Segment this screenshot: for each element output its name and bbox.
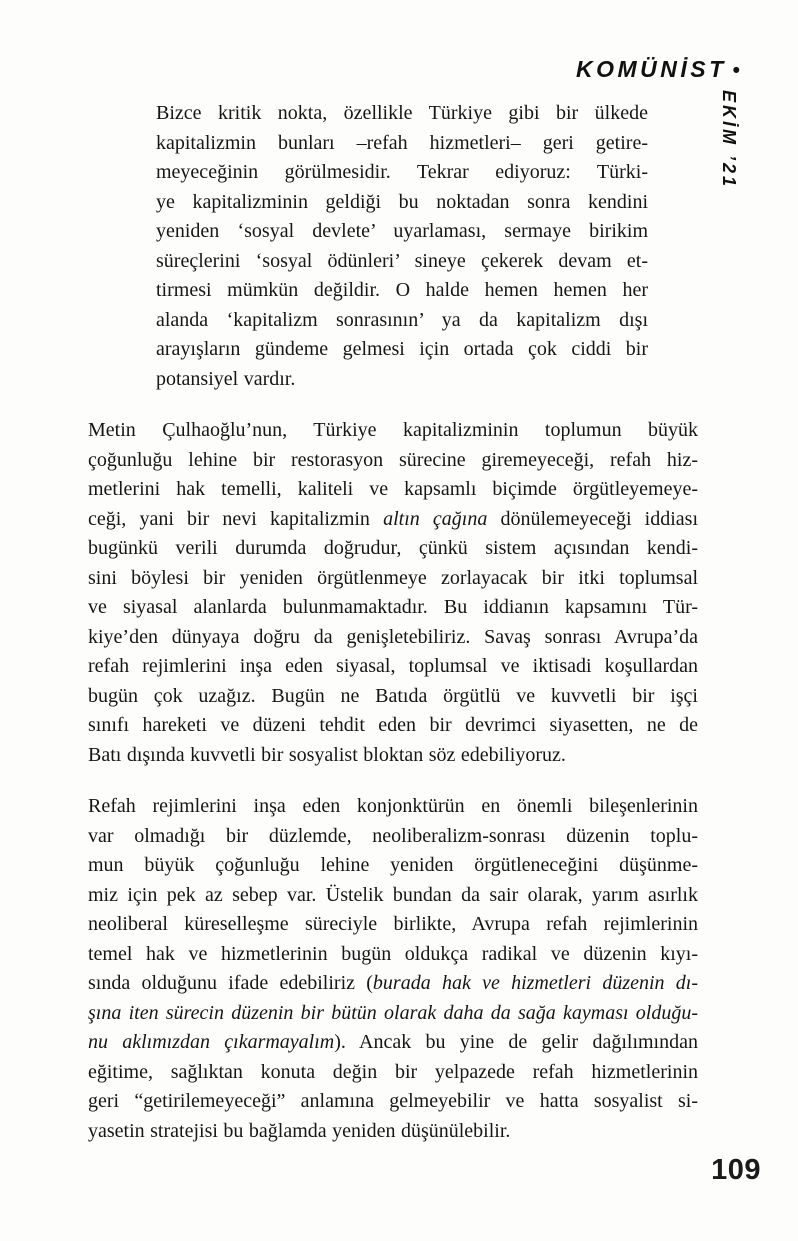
text-column bbox=[88, 99, 698, 1146]
text-line: nu aklımızdan çıkarmayalım). Ancak bu yine de gelir dağılımından bbox=[88, 1031, 698, 1053]
text-line: Metin Çulhaoğlu’nun, Türkiye kapitalizminin toplumun büyük bbox=[88, 419, 698, 441]
text-line: neoliberal küreselleşme süreciyle birlikte, Avrupa refah rejimlerinin bbox=[88, 913, 698, 935]
text-line: alanda ‘kapitalizm sonrasının’ ya da kapitalizm dışı bbox=[156, 308, 648, 331]
text-line: sında olduğunu ifade edebiliriz (burada hak ve hizmetleri düzenin dı- bbox=[88, 972, 698, 994]
text-line: eğitime, sağlıktan konuta değin bir yelpazede refah hizmetlerinin bbox=[88, 1060, 698, 1083]
text-line: şına iten sürecin düzenin bir bütün olarak daha da sağa kayması olduğu- bbox=[88, 1001, 698, 1024]
text-line: kapitalizmin bunları –refah hizmetleri– geri getire- bbox=[156, 131, 648, 154]
text-line: tirmesi mümkün değildir. O halde hemen hemen her bbox=[156, 279, 648, 301]
text-line: mun büyük çoğunluğu lehine yeniden örgütleneceğini düşünme- bbox=[88, 854, 698, 876]
masthead-bullet-icon: • bbox=[732, 59, 740, 82]
text-line: ve siyasal alanlarda bulunmamaktadır. Bu iddianın kapsamını Tür- bbox=[88, 596, 698, 618]
text-line: meyeceğinin görülmesidir. Tekrar ediyoruz: Türki- bbox=[156, 161, 648, 183]
text-line: arayışların gündeme gelmesi için ortada çok ciddi bir bbox=[156, 338, 648, 360]
blockquote-excerpt bbox=[156, 99, 648, 394]
page-number: 109 bbox=[711, 1154, 761, 1186]
text-line: bugün çok uzağız. Bugün ne Batıda örgütlü ve kuvvetli bir işçi bbox=[88, 684, 698, 707]
text-line: ceği, yani bir nevi kapitalizmin altın çağına dönülemeyeceği iddiası bbox=[88, 507, 698, 530]
text-line: refah rejimlerini inşa eden siyasal, toplumsal ve iktisadi koşullardan bbox=[88, 655, 698, 677]
text-line: bugünkü verili durumda doğrudur, çünkü sistem açısından kendi- bbox=[88, 537, 698, 559]
text-line: miz için pek az sebep var. Üstelik bundan da sair olarak, yarım asırlık bbox=[88, 883, 698, 906]
text-line: süreçlerini ‘sosyal ödünleri’ sineye çekerek devam et- bbox=[156, 249, 648, 272]
text-line: geri “getirilemeyeceği” anlamına gelmeyebilir ve hatta sosyalist si- bbox=[88, 1090, 698, 1112]
text-line: potansiyel vardır. bbox=[156, 367, 296, 390]
journal-title: KOMÜNİST bbox=[575, 56, 727, 82]
text-line: metlerini hak temelli, kaliteli ve kapsamlı biçimde örgütleyemeye- bbox=[88, 478, 698, 500]
text-line: çoğunluğu lehine bir restorasyon sürecine giremeyeceği, refah hiz- bbox=[88, 448, 698, 471]
text-line: kiye’den dünyaya doğru da genişletebiliriz. Savaş sonrası Avrupa’da bbox=[88, 625, 698, 648]
text-line: yasetin stratejisi bu bağlamda yeniden düşünülebilir. bbox=[88, 1119, 511, 1142]
text-line: yeniden ‘sosyal devlete’ uyarlaması, sermaye birikim bbox=[156, 220, 648, 242]
body-paragraph-2 bbox=[88, 792, 698, 1146]
text-line: sınıfı hareketi ve düzeni tehdit eden bir devrimci siyasetten, ne de bbox=[88, 714, 698, 736]
text-line: Refah rejimlerini inşa eden konjonktürün en önemli bileşenlerinin bbox=[88, 795, 698, 817]
journal-masthead bbox=[576, 56, 740, 83]
text-line: var olmadığı bir düzlemde, neoliberalizm-sonrası düzenin toplu- bbox=[88, 824, 698, 847]
issue-label: EKİM ’21 bbox=[719, 90, 739, 190]
text-line: ye kapitalizminin geldiği bu noktadan sonra kendini bbox=[156, 190, 648, 213]
text-line: temel hak ve hizmetlerinin bugün oldukça radikal ve düzenin kıyı- bbox=[88, 942, 698, 965]
text-line: Bizce kritik nokta, özellikle Türkiye gibi bir ülkede bbox=[156, 102, 648, 124]
body-paragraph-1 bbox=[88, 416, 698, 770]
text-line: sini böylesi bir yeniden örgütlenmeye zorlayacak bir itki toplumsal bbox=[88, 566, 698, 589]
text-line: Batı dışında kuvvetli bir sosyalist bloktan söz edebiliyoruz. bbox=[88, 743, 566, 766]
